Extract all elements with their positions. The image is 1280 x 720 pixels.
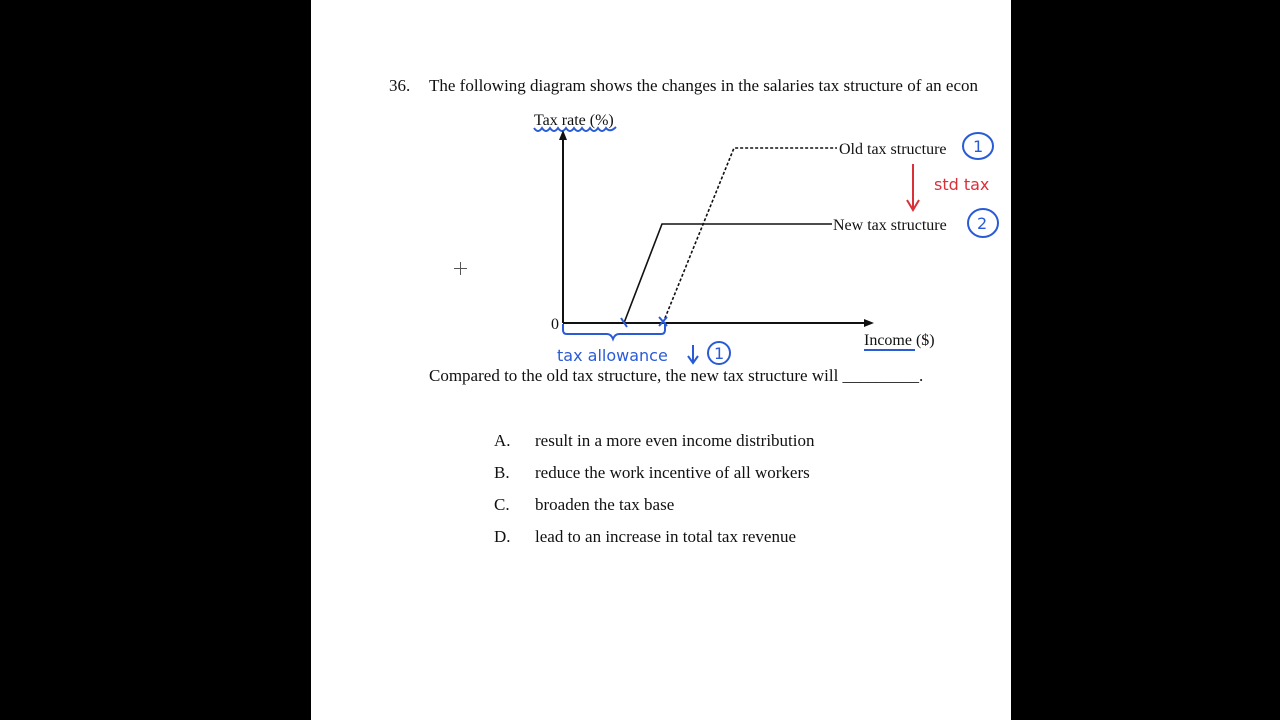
tax-allowance-circle-text: 1 [714, 344, 725, 363]
option-a-letter: A. [494, 431, 511, 450]
x-axis-label: Income ($) [864, 332, 935, 349]
x-axis-arrowhead [864, 319, 874, 327]
option-d-text: lead to an increase in total tax revenue [535, 527, 797, 546]
option-a-text: result in a more even income distribution [535, 431, 815, 450]
option-b[interactable] [494, 463, 810, 483]
tax-allowance-bracket [563, 322, 665, 339]
new-tax-structure-line [624, 224, 832, 323]
option-d[interactable] [494, 527, 796, 547]
option-b-letter: B. [494, 463, 510, 482]
circle-annotation-1-text: 1 [973, 137, 984, 156]
option-c-text: broaden the tax base [535, 495, 675, 514]
tax-structure-diagram [311, 0, 1011, 380]
option-a[interactable] [494, 431, 815, 451]
old-tax-structure-line [663, 148, 837, 323]
move-cursor-icon [454, 262, 467, 275]
y-axis-label: Tax rate (%) [534, 112, 614, 129]
question-text: The following diagram shows the changes in the salaries tax structure of an econ [429, 76, 979, 95]
question-stem: Compared to the old tax structure, the new tax structure will _________. [429, 366, 924, 385]
option-d-letter: D. [494, 527, 511, 546]
question-number: 36. [389, 76, 411, 95]
tax-allowance-annotation: tax allowance [557, 346, 668, 365]
origin-label: 0 [551, 316, 559, 333]
circle-annotation-2-text: 2 [977, 214, 988, 233]
old-tax-structure-label: Old tax structure [839, 141, 947, 158]
document-page [311, 0, 1011, 720]
red-annotation: std tax [934, 175, 990, 194]
option-c-letter: C. [494, 495, 510, 514]
option-c[interactable] [494, 495, 674, 515]
new-tax-structure-label: New tax structure [833, 217, 947, 234]
option-b-text: reduce the work incentive of all workers [535, 463, 810, 482]
